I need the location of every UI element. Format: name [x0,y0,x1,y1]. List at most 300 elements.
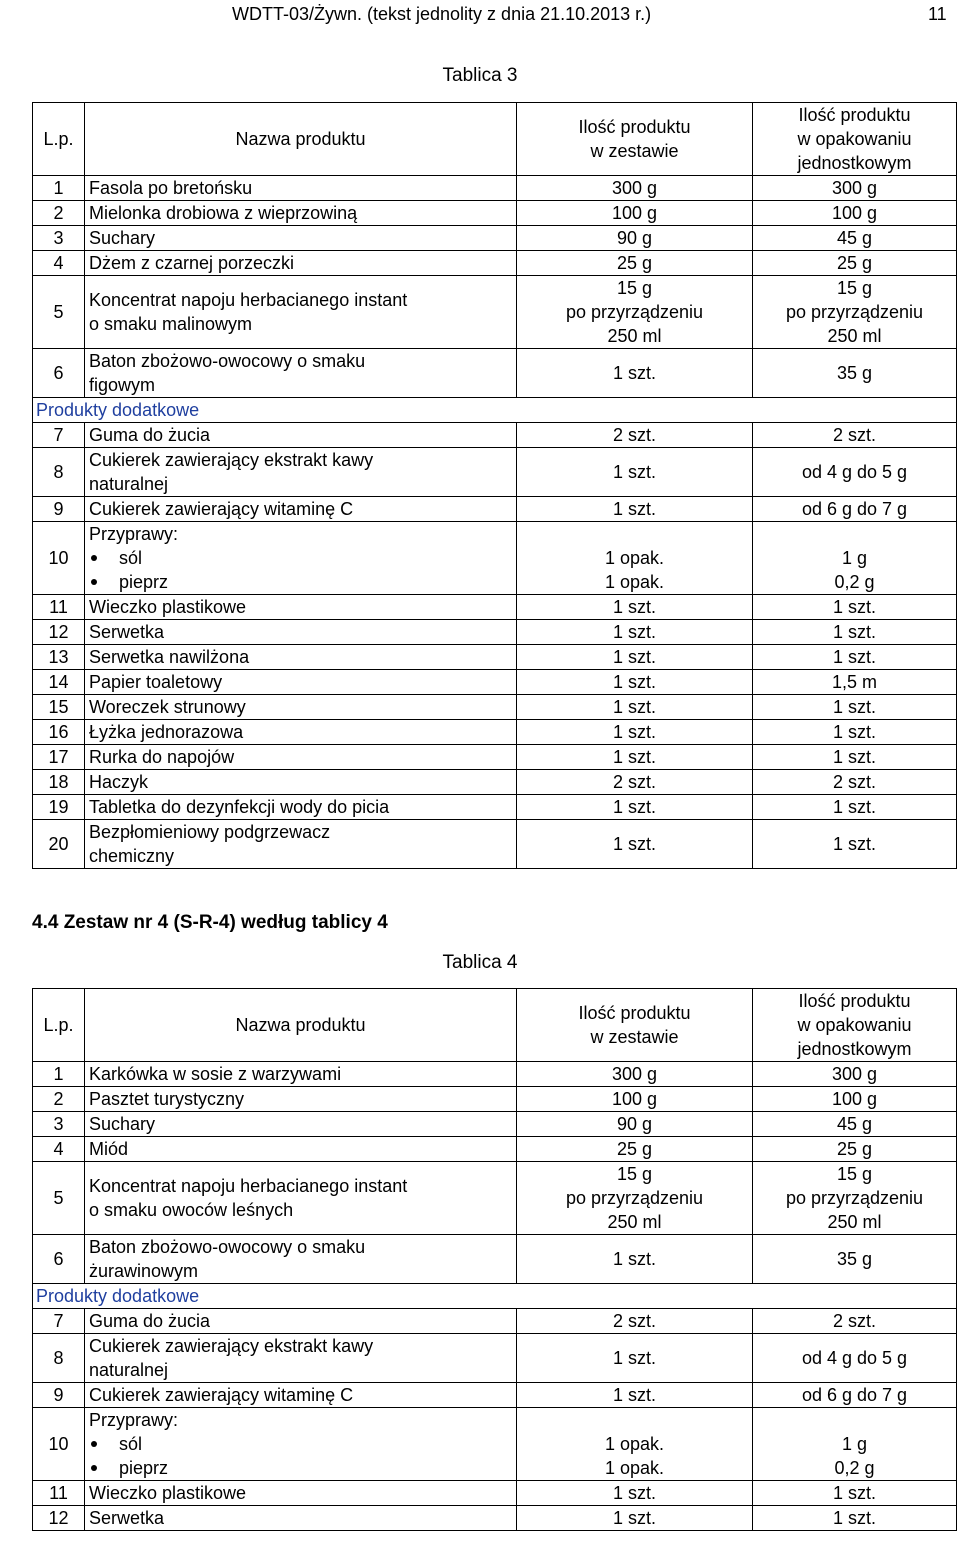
table-row [33,1162,957,1235]
table-row [33,1137,957,1162]
cell-lp [33,497,85,522]
cell-lp-line: 6 [53,363,64,383]
cell-qty-set-line: 2 szt. [612,772,656,792]
cell-lp [33,795,85,820]
additional-products-row [33,398,957,423]
cell-qty-set [517,620,753,645]
cell-qty-pack-line: 1 szt. [832,1508,876,1528]
cell-name [85,720,517,745]
table-row [33,745,957,770]
cell-qty-pack-line: 1 szt. [832,834,876,854]
cell-qty-pack-line: 1 szt. [832,697,876,717]
cell-name [85,226,517,251]
cell-qty-pack-line: 15 g [836,278,873,298]
cell-lp-line: 3 [53,228,64,248]
cell-qty-pack [753,497,957,522]
cell-qty-pack-line: 1 szt. [832,647,876,667]
cell-qty-set-line: 90 g [616,1114,653,1134]
cell-lp [33,201,85,226]
bullet-item [89,1432,513,1456]
header-qty-set-line: Ilość produktu [578,1003,691,1023]
cell-name-line: Baton zbożowo-owocowy o smaku [89,351,366,371]
cell-qty-pack [753,1506,957,1531]
cell-lp-line: 15 [48,697,69,717]
cell-lp-line: 6 [53,1249,64,1269]
cell-lp-line: 17 [48,747,69,767]
cell-lp-line: 13 [48,647,69,667]
cell-name [85,1087,517,1112]
cell-lp [33,1087,85,1112]
cell-qty-set [517,1481,753,1506]
cell-qty-set-line: 1 szt. [612,499,656,519]
cell-qty-pack-line: 300 g [831,178,878,198]
cell-qty-set [517,1087,753,1112]
cell-qty-pack-line: 1 g [841,548,868,568]
cell-name [85,795,517,820]
cell-name-line: Wieczko plastikowe [89,597,247,617]
cell-qty-set [517,595,753,620]
cell-qty-set [517,1309,753,1334]
cell-lp [33,349,85,398]
cell-qty-set [517,1112,753,1137]
cell-lp-line: 2 [53,1089,64,1109]
table-row [33,720,957,745]
cell-lp [33,448,85,497]
cell-lp [33,1481,85,1506]
page-number: 11 [928,4,947,24]
table-row [33,1383,957,1408]
table-4 [32,988,957,1531]
cell-qty-set-line: 15 g [616,278,653,298]
cell-qty-set-line: 300 g [611,1064,658,1084]
cell-qty-pack-line: 1 szt. [832,747,876,767]
cell-lp [33,226,85,251]
cell-lp [33,820,85,869]
header-lp-line: L.p. [43,129,74,149]
cell-name [85,595,517,620]
cell-lp [33,1334,85,1383]
cell-qty-pack-line: 100 g [831,1089,878,1109]
cell-name [85,176,517,201]
cell-name [85,1309,517,1334]
table-row [33,645,957,670]
cell-qty-set [517,1162,753,1235]
cell-qty-set [517,1334,753,1383]
cell-name [85,620,517,645]
cell-lp-line: 5 [53,1188,64,1208]
cell-qty-pack-line: 45 g [836,228,873,248]
cell-name [85,1408,517,1481]
table-row [33,201,957,226]
cell-lp-line: 4 [53,1139,64,1159]
cell-name-line: Woreczek strunowy [89,697,246,717]
header-lp [33,103,85,176]
header-qty-set-line: w zestawie [590,1027,679,1047]
cell-qty-pack-line: od 6 g do 7 g [801,499,908,519]
header-lp-line: L.p. [43,1015,74,1035]
cell-name [85,695,517,720]
cell-lp [33,423,85,448]
table-header-row [33,989,957,1062]
cell-name-line: Cukierek zawierający ekstrakt kawy [89,1336,374,1356]
cell-lp [33,1162,85,1235]
table-header-row [33,103,957,176]
table-row [33,1112,957,1137]
cell-qty-set-line: 1 szt. [612,747,656,767]
cell-qty-pack [753,1137,957,1162]
cell-name [85,1481,517,1506]
cell-qty-set [517,820,753,869]
table-row [33,670,957,695]
cell-qty-set-line: 1 opak. [604,548,665,568]
bullet-icon [91,555,97,561]
header-lp [33,989,85,1062]
cell-name-line: Tabletka do dezynfekcji wody do picia [89,797,390,817]
cell-qty-set-line: 1 szt. [612,722,656,742]
cell-lp-line: 2 [53,203,64,223]
table-3-caption: Tablica 3 [442,65,518,86]
cell-name-line: Fasola po bretońsku [89,178,253,198]
cell-qty-pack-line: 0,2 g [834,1458,875,1478]
cell-qty-set [517,448,753,497]
cell-qty-set-line: 1 szt. [612,797,656,817]
cell-qty-set [517,770,753,795]
header-qty-set [517,989,753,1062]
cell-lp-line: 12 [48,1508,69,1528]
header-qty-set [517,103,753,176]
cell-qty-pack [753,349,957,398]
cell-name [85,1112,517,1137]
cell-qty-set-line: 1 szt. [612,697,656,717]
cell-qty-pack [753,1481,957,1506]
header-qty-set-line: w zestawie [590,141,679,161]
cell-name-line: Cukierek zawierający witaminę C [89,499,354,519]
cell-qty-pack-line: po przyrządzeniu [785,1188,924,1208]
cell-name-line: Guma do żucia [89,1311,211,1331]
header-qty-pack-line: Ilość produktu [798,991,911,1011]
cell-qty-pack-line: 1 g [841,1434,868,1454]
cell-name-line: Miód [89,1139,129,1159]
header-qty-pack-line: w opakowaniu [797,1015,912,1035]
cell-lp-line: 7 [53,425,64,445]
cell-qty-pack [753,645,957,670]
cell-name [85,1062,517,1087]
cell-name-line: żurawinowym [89,1261,199,1281]
cell-lp-line: 19 [48,797,69,817]
cell-lp-line: 20 [48,834,69,854]
spices-label: Przyprawy: [89,1410,179,1430]
table-row [33,423,957,448]
bullet-icon [91,579,97,585]
cell-name [85,201,517,226]
cell-qty-set-line: 1 szt. [612,672,656,692]
table-row [33,1408,957,1481]
cell-qty-set-line: 1 szt. [612,647,656,667]
cell-lp-line: 7 [53,1311,64,1331]
cell-qty-set [517,1137,753,1162]
cell-qty-set [517,522,753,595]
cell-qty-pack-line: 250 ml [827,1212,882,1232]
cell-lp-line: 9 [53,499,64,519]
bullet-icon [91,1465,97,1471]
cell-qty-set [517,349,753,398]
cell-qty-pack-line: 2 szt. [832,772,876,792]
cell-lp [33,522,85,595]
cell-qty-set-line: 250 ml [607,1212,662,1232]
cell-name-line: Papier toaletowy [89,672,223,692]
cell-name [85,820,517,869]
cell-lp-line: 4 [53,253,64,273]
cell-name-line: Dżem z czarnej porzeczki [89,253,295,273]
table-row [33,770,957,795]
table-row [33,1087,957,1112]
cell-qty-pack-line: 35 g [836,1249,873,1269]
cell-qty-pack [753,620,957,645]
cell-name [85,1235,517,1284]
section-title: 4.4 Zestaw nr 4 (S-R-4) według tablicy 4 [32,912,388,933]
cell-qty-pack [753,251,957,276]
cell-qty-set-line: 1 szt. [612,834,656,854]
cell-qty-set-line: 1 szt. [612,1385,656,1405]
table-row [33,1062,957,1087]
cell-name-line: figowym [89,375,156,395]
header-name [85,989,517,1062]
cell-name-line: Rurka do napojów [89,747,235,767]
cell-qty-pack-line: od 4 g do 5 g [801,1348,908,1368]
cell-lp-line: 1 [53,1064,64,1084]
cell-qty-pack-line: 1,5 m [831,672,878,692]
table-row [33,695,957,720]
cell-lp [33,176,85,201]
cell-name-line: naturalnej [89,1360,169,1380]
cell-lp-line: 10 [48,1434,69,1454]
cell-name [85,645,517,670]
cell-lp [33,1408,85,1481]
additional-products-row [33,1284,957,1309]
cell-qty-set [517,276,753,349]
table-row [33,595,957,620]
cell-name [85,448,517,497]
cell-qty-pack [753,522,957,595]
table-row [33,1334,957,1383]
cell-lp-line: 5 [53,302,64,322]
cell-lp-line: 3 [53,1114,64,1134]
cell-qty-set [517,695,753,720]
bullet-text: sól [119,1434,143,1454]
cell-qty-pack [753,1408,957,1481]
cell-name-line: Suchary [89,228,156,248]
cell-name [85,770,517,795]
cell-qty-pack [753,1112,957,1137]
cell-qty-set-line: 25 g [616,1139,653,1159]
cell-qty-set-line: 2 szt. [612,425,656,445]
cell-qty-pack-line: 1 szt. [832,797,876,817]
header-name-line: Nazwa produktu [235,129,366,149]
cell-name [85,276,517,349]
cell-qty-pack-line: 25 g [836,253,873,273]
cell-lp [33,720,85,745]
cell-lp [33,1309,85,1334]
cell-qty-set-line: 15 g [616,1164,653,1184]
table-row [33,176,957,201]
cell-lp-line: 16 [48,722,69,742]
cell-lp-line: 1 [53,178,64,198]
table-row [33,795,957,820]
cell-qty-pack-line: 45 g [836,1114,873,1134]
cell-name-line: Bezpłomieniowy podgrzewacz [89,822,331,842]
page-header [232,4,947,25]
cell-qty-pack [753,1383,957,1408]
cell-lp [33,1137,85,1162]
bullet-text: pieprz [119,572,169,592]
cell-qty-pack-line: 1 szt. [832,722,876,742]
cell-name-line: Guma do żucia [89,425,211,445]
cell-qty-set [517,720,753,745]
header-qty-set-line: Ilość produktu [578,117,691,137]
table-row [33,251,957,276]
cell-name [85,251,517,276]
cell-qty-pack-line: 15 g [836,1164,873,1184]
header-qty-pack [753,989,957,1062]
cell-qty-pack-line: 2 szt. [832,1311,876,1331]
cell-name-line: Suchary [89,1114,156,1134]
cell-name-line: o smaku owoców leśnych [89,1200,294,1220]
cell-lp [33,1062,85,1087]
cell-qty-pack [753,1062,957,1087]
cell-name-line: o smaku malinowym [89,314,253,334]
cell-lp-line: 14 [48,672,69,692]
cell-name-line: naturalnej [89,474,169,494]
header-qty-pack [753,103,957,176]
cell-qty-set-line: 1 szt. [612,1483,656,1503]
cell-lp [33,1235,85,1284]
cell-lp [33,695,85,720]
cell-qty-pack-line: 100 g [831,203,878,223]
cell-qty-pack-line: po przyrządzeniu [785,302,924,322]
cell-qty-set [517,176,753,201]
cell-qty-set [517,1506,753,1531]
cell-name [85,423,517,448]
cell-qty-set [517,645,753,670]
cell-name-line: Wieczko plastikowe [89,1483,247,1503]
table-row [33,349,957,398]
cell-name-line: Baton zbożowo-owocowy o smaku [89,1237,366,1257]
cell-name-line: Karkówka w sosie z warzywami [89,1064,342,1084]
header-qty-pack-line: w opakowaniu [797,129,912,149]
cell-qty-pack-line: 0,2 g [834,572,875,592]
cell-qty-set [517,745,753,770]
cell-lp-line: 8 [53,462,64,482]
cell-lp-line: 8 [53,1348,64,1368]
cell-name-line: Pasztet turystyczny [89,1089,245,1109]
cell-qty-pack [753,745,957,770]
cell-lp [33,745,85,770]
cell-qty-set [517,670,753,695]
cell-name-line: Serwetka [89,622,165,642]
cell-name [85,497,517,522]
cell-qty-set-line: 1 opak. [604,1458,665,1478]
cell-name-line: Haczyk [89,772,149,792]
cell-name-line: chemiczny [89,846,175,866]
cell-lp [33,1506,85,1531]
cell-qty-set-line: 250 ml [607,326,662,346]
cell-lp [33,1112,85,1137]
cell-qty-pack [753,720,957,745]
bullet-item [89,1456,513,1480]
cell-qty-pack [753,1309,957,1334]
cell-name [85,1334,517,1383]
table-3 [32,102,957,869]
cell-qty-set-line: 100 g [611,203,658,223]
table-row [33,820,957,869]
additional-products-label: Produkty dodatkowe [33,1284,957,1309]
header-name [85,103,517,176]
cell-qty-pack-line: od 4 g do 5 g [801,462,908,482]
table-row [33,1309,957,1334]
cell-qty-set [517,201,753,226]
cell-qty-pack-line: 300 g [831,1064,878,1084]
cell-qty-pack [753,1235,957,1284]
table-row [33,497,957,522]
cell-qty-pack [753,226,957,251]
cell-qty-pack-line: 25 g [836,1139,873,1159]
cell-qty-set-line: po przyrządzeniu [565,1188,704,1208]
cell-lp-line: 11 [49,1483,68,1503]
cell-qty-set [517,226,753,251]
cell-name [85,745,517,770]
cell-lp [33,276,85,349]
cell-lp [33,595,85,620]
cell-qty-set-line: 1 szt. [612,597,656,617]
cell-lp-line: 11 [49,597,68,617]
cell-qty-set-line: 1 opak. [604,572,665,592]
cell-qty-pack [753,770,957,795]
cell-qty-set [517,1383,753,1408]
cell-qty-set-line: 25 g [616,253,653,273]
table-row [33,1235,957,1284]
document-title: WDTT-03/Żywn. (tekst jednolity z dnia 21.10.2013 r.) [232,4,652,24]
table-row [33,1481,957,1506]
cell-qty-set-line: 1 szt. [612,1249,656,1269]
table-row [33,276,957,349]
bullet-text: pieprz [119,1458,169,1478]
cell-name-line: Serwetka [89,1508,165,1528]
cell-qty-pack [753,1162,957,1235]
cell-name [85,349,517,398]
cell-lp [33,620,85,645]
cell-qty-set-line: 1 szt. [612,1348,656,1368]
cell-qty-set-line: 300 g [611,178,658,198]
cell-lp [33,645,85,670]
cell-qty-pack-line: 1 szt. [832,597,876,617]
cell-name [85,1383,517,1408]
cell-name-line: Cukierek zawierający ekstrakt kawy [89,450,374,470]
cell-name [85,1162,517,1235]
cell-name-line: Koncentrat napoju herbacianego instant [89,1176,408,1196]
cell-qty-set-line: 1 opak. [604,1434,665,1454]
cell-qty-pack-line: 35 g [836,363,873,383]
cell-qty-pack [753,423,957,448]
cell-name-line: Łyżka jednorazowa [89,722,244,742]
cell-lp [33,670,85,695]
cell-qty-set-line: 1 szt. [612,622,656,642]
cell-lp-line: 10 [48,548,69,568]
cell-qty-set-line: 2 szt. [612,1311,656,1331]
cell-qty-pack-line: 1 szt. [832,622,876,642]
table-4-caption: Tablica 4 [442,952,518,973]
cell-qty-set-line: 1 szt. [612,363,656,383]
bullet-item [89,570,513,594]
